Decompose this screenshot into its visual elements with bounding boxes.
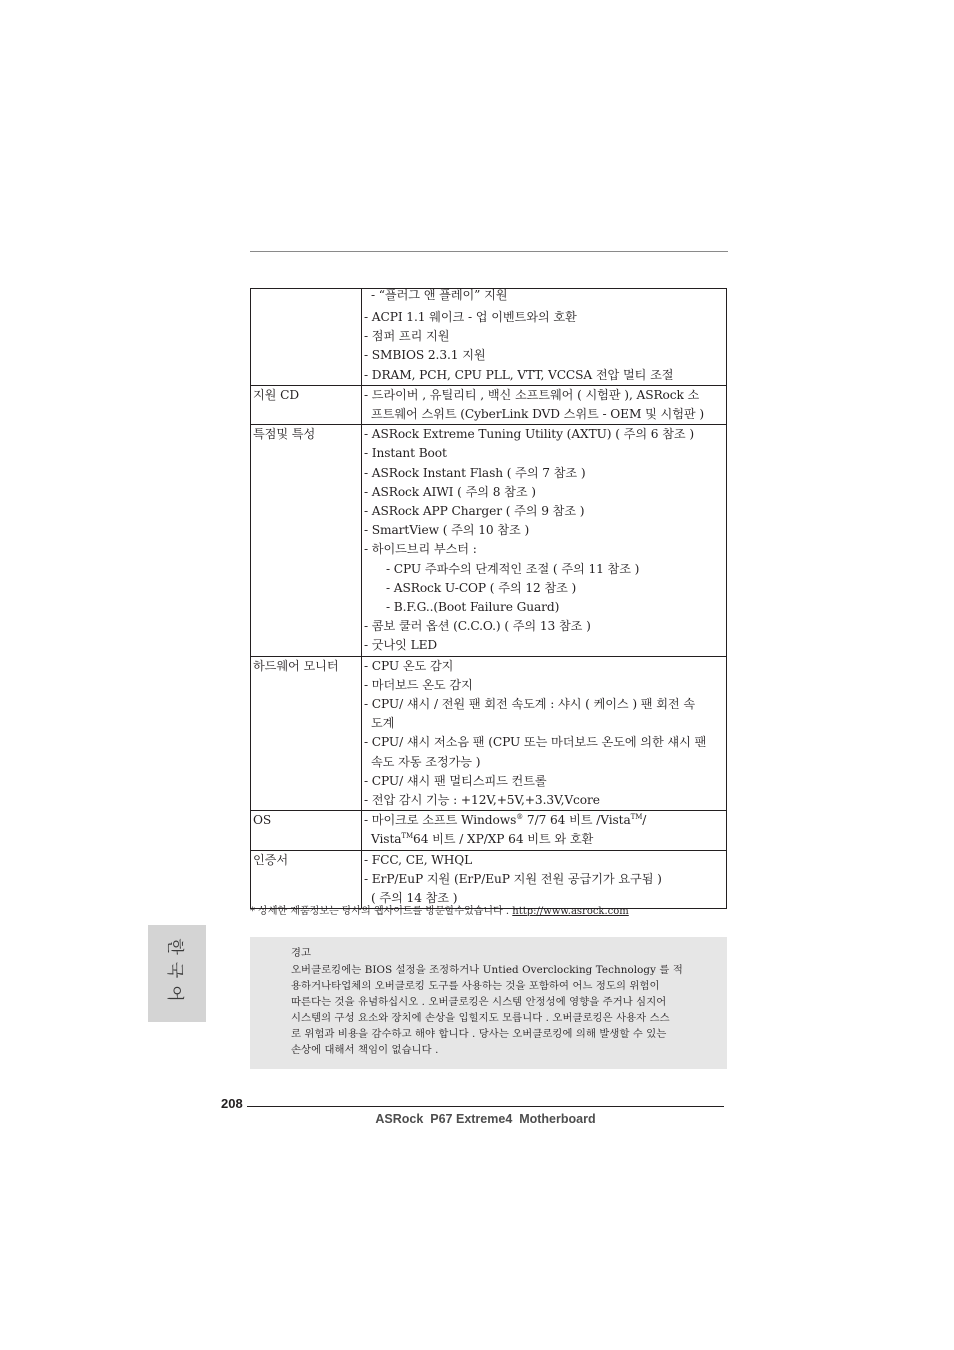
top-rule — [250, 251, 728, 252]
list-item: - 마더보드 온도 감지 — [364, 677, 473, 692]
row-content — [362, 385, 727, 424]
os-text: 64 비트 / XP/XP 64 비트 와 호환 — [413, 832, 594, 847]
footnote — [250, 902, 629, 917]
trademark-mark: TM — [401, 832, 414, 841]
row-content — [362, 850, 727, 909]
list-item — [364, 811, 724, 830]
footer-rule — [247, 1106, 724, 1107]
table-row — [251, 850, 727, 909]
language-label: 한국어 — [164, 938, 185, 1009]
list-item: - ASRock APP Charger ( 주의 9 참조 ) — [364, 504, 585, 519]
os-text: Vista — [371, 832, 402, 847]
list-item: - 콤보 쿨러 옵션 (C.C.O.) ( 주의 13 참조 ) — [364, 619, 591, 634]
os-text: / — [642, 813, 647, 828]
website-link[interactable]: http://www.asrock.com — [512, 906, 629, 917]
list-item: - CPU 주파수의 단계적인 조절 ( 주의 11 참조 ) — [386, 561, 640, 576]
row-content — [362, 656, 727, 811]
list-item — [364, 830, 724, 849]
list-item: - ErP/EuP 지원 (ErP/EuP 지원 전원 공급기가 요구됨 ) — [364, 871, 662, 886]
list-item: - B.F.G..(Boot Failure Guard) — [386, 600, 560, 615]
row-label: 인증서 — [251, 850, 362, 909]
warning-line: 로 위험과 비용을 감수하고 해야 합니다 . 당사는 오버클로킹에 의해 발생할 수 있는 — [291, 1028, 667, 1040]
list-item: - “플러그 앤 플레이” 지원 — [371, 289, 508, 302]
warning-line: 용하거나타업체의 오버클로킹 도구를 사용하는 것을 포함하여 어느 정도의 위험이 — [291, 980, 660, 992]
list-item: - ASRock AIWI ( 주의 8 참조 ) — [364, 484, 536, 499]
table-row — [251, 656, 727, 811]
warning-line: 따른다는 것을 유념하십시오 . 오버클로킹은 시스템 안정성에 영향을 주거나 심지어 — [291, 996, 667, 1008]
list-item: - ASRock Extreme Tuning Utility (AXTU) ( 주의 6 참조 ) — [364, 427, 694, 442]
list-item: - ACPI 1.1 웨이크 - 업 이벤트와의 호환 — [364, 310, 577, 324]
footer-title: ASRock P67 Extreme4 Motherboard — [375, 1112, 596, 1126]
row-label: 하드웨어 모니터 — [251, 656, 362, 811]
row-content — [362, 289, 727, 386]
list-item: - 점퍼 프리 지원 — [364, 329, 450, 344]
list-item: 프트웨어 스위트 (CyberLink DVD 스위트 - OEM 및 시험판 ) — [371, 407, 704, 422]
list-item: - SmartView ( 주의 10 참조 ) — [364, 523, 530, 538]
list-item: - 하이드브리 부스터 : — [364, 542, 477, 557]
list-item: - CPU/ 섀시 팬 멀티스피드 컨트롤 — [364, 773, 547, 788]
table-row — [251, 385, 727, 424]
list-item: - 전압 감시 기능 : +12V,+5V,+3.3V,Vcore — [364, 793, 600, 808]
warning-line: 시스템의 구성 요소와 장치에 손상을 입힐지도 모릅니다 . 오버클로킹은 사용자 스스 — [291, 1012, 670, 1024]
warning-line: 손상에 대해서 책임이 없습니다 . — [291, 1044, 439, 1056]
list-item: - ASRock Instant Flash ( 주의 7 참조 ) — [364, 465, 586, 480]
list-item: - Instant Boot — [364, 446, 447, 461]
list-item: - CPU 온도 감지 — [364, 658, 454, 673]
trademark-mark: TM — [630, 813, 643, 822]
row-label — [251, 289, 362, 386]
list-item: - FCC, CE, WHQL — [364, 852, 473, 867]
warning-title: 경고 — [291, 947, 312, 959]
row-label: 지원 CD — [251, 385, 362, 424]
list-item: - 굿나잇 LED — [364, 638, 438, 653]
row-content — [362, 811, 727, 850]
row-content — [362, 425, 727, 656]
list-item: - CPU/ 섀시 / 전원 팬 회전 속도계 : 샤시 ( 케이스 ) 팬 회전 속 — [364, 697, 696, 712]
warning-line: 오버클로킹에는 BIOS 설정을 조정하거나 Untied Overclocking Technology 를 적 — [291, 964, 683, 976]
list-item: - SMBIOS 2.3.1 지원 — [364, 348, 486, 363]
footnote-text: * 상세한 제품정보는 당사의 웹사이트를 방문할수있습니다 . — [250, 906, 513, 917]
list-item: 도계 — [371, 716, 395, 731]
list-item: - CPU/ 섀시 저소음 팬 (CPU 또는 마더보드 온도에 의한 섀시 팬 — [364, 735, 707, 750]
list-item: - DRAM, PCH, CPU PLL, VTT, VCCSA 전압 멀티 조절 — [364, 367, 674, 382]
language-tab — [148, 925, 206, 1022]
registered-mark: ® — [516, 813, 524, 822]
page-number: 208 — [221, 1096, 243, 1111]
list-item: - 드라이버 , 유틸리티 , 백신 소프트웨어 ( 시험판 ), ASRock 소 — [364, 387, 700, 402]
row-label: 특점및 특성 — [251, 425, 362, 656]
table-row — [251, 811, 727, 850]
os-text: - 마이크로 소프트 Windows — [364, 813, 517, 828]
spec-table — [250, 288, 727, 909]
list-item: - ASRock U-COP ( 주의 12 참조 ) — [386, 580, 577, 595]
table-row — [251, 425, 727, 656]
row-label: OS — [251, 811, 362, 850]
list-item: 속도 자동 조정가능 ) — [371, 754, 481, 769]
table-row — [251, 289, 727, 386]
list-item: ( 주의 14 참조 ) — [371, 891, 458, 906]
os-text: 7/7 64 비트 /Vista — [523, 813, 631, 828]
warning-box — [250, 937, 727, 1069]
